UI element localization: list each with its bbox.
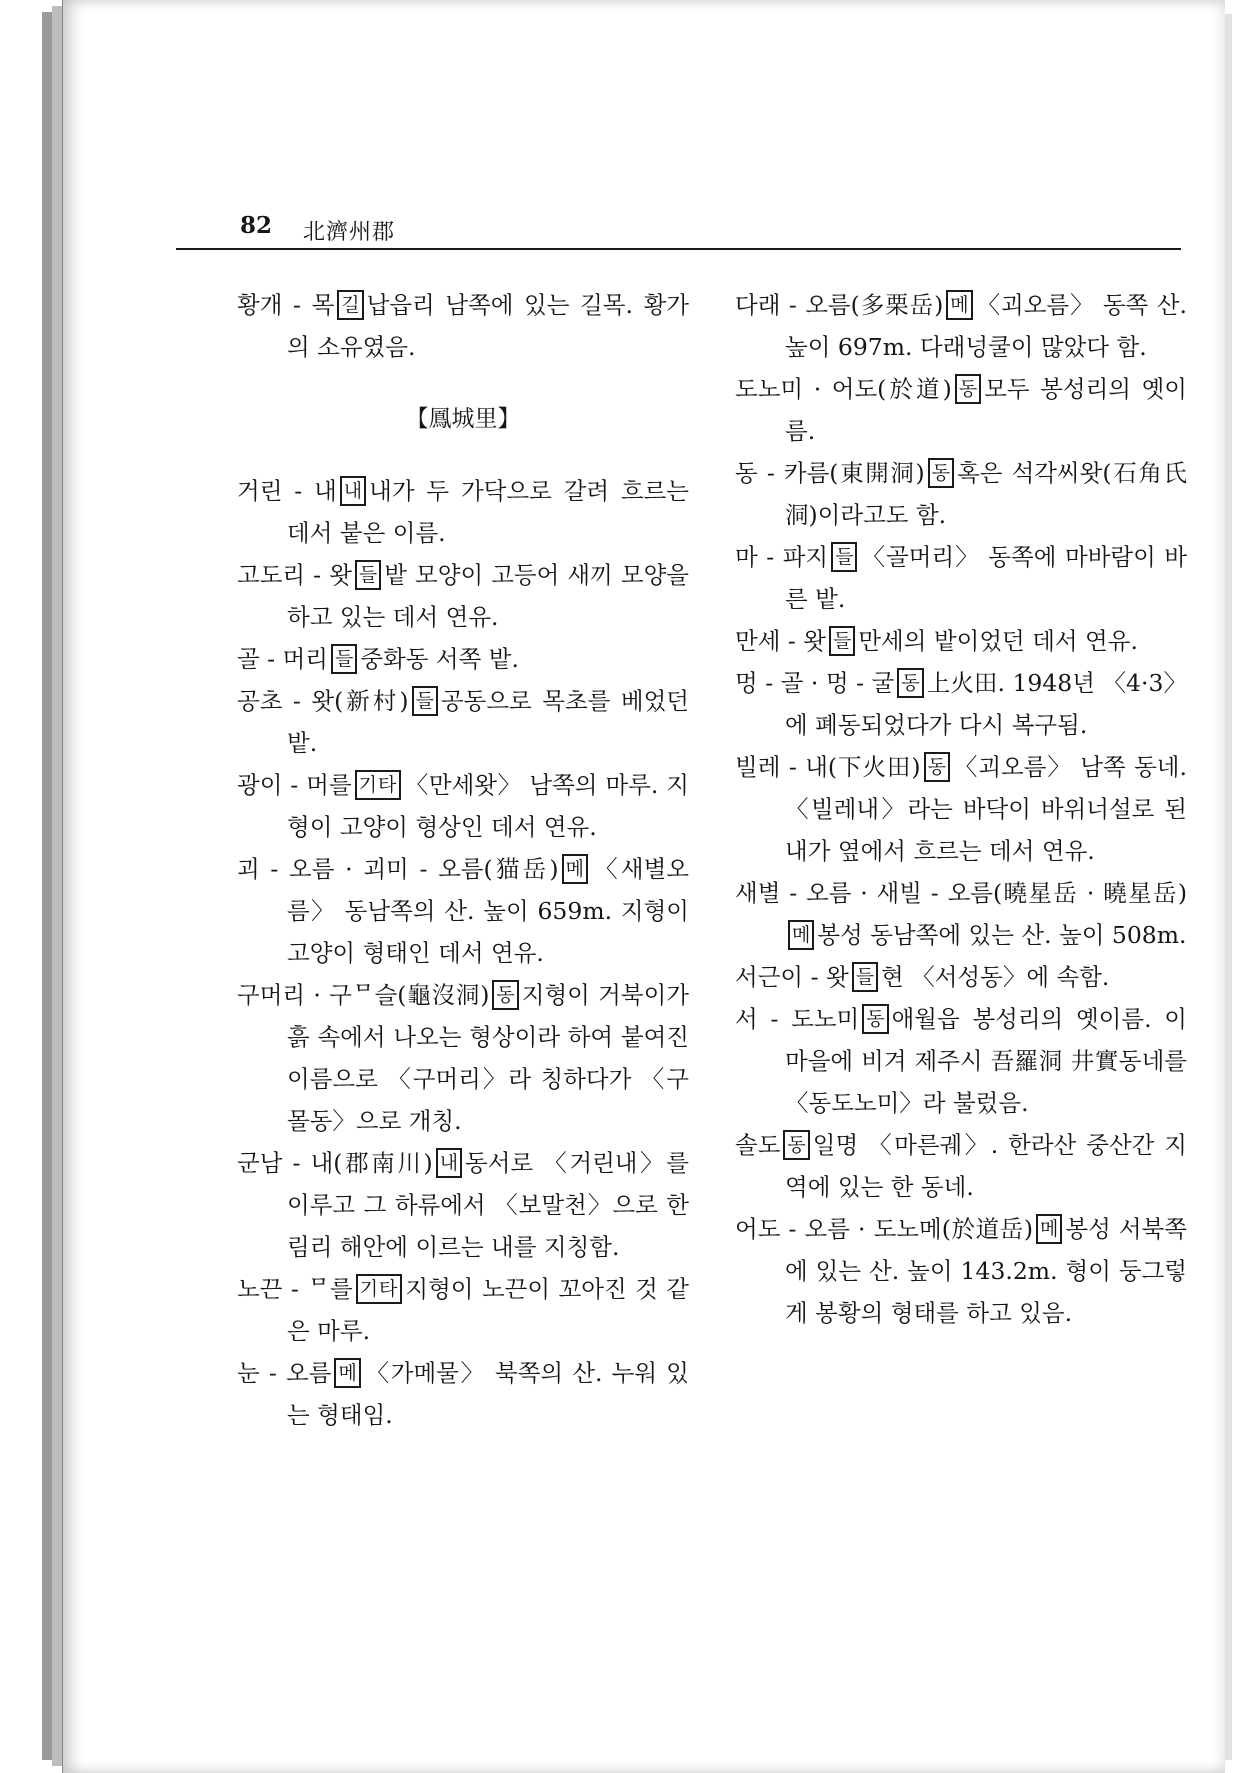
entry-seogeuni-wat (735, 956, 1187, 998)
entry-text: 〈새별오름〉 동남쪽의 산. 높이 659m. 지형이 고양이 형태인 데서 연유. (287, 855, 689, 967)
entry-head: 멍 - 골 · 멍 - 굴 (735, 669, 895, 697)
entry-goe-oreum (237, 848, 689, 974)
entry-text: 〈골머리〉 동쪽에 마바람이 바른 밭. (785, 543, 1188, 613)
right-column (735, 284, 1187, 1334)
entry-gongcho-wat (237, 680, 689, 764)
entry-text: 공동으로 목초를 베었던 밭. (287, 687, 689, 757)
entry-hwanggae-mok (237, 284, 689, 368)
entry-text: 일명 〈마른궤〉. 한라산 중산간 지역에 있는 한 동네. (785, 1131, 1187, 1201)
category-tag: 동 (862, 1004, 888, 1034)
entry-head: 마 - 파지 (735, 543, 829, 571)
category-tag: 동 (897, 668, 923, 698)
category-tag: 길 (337, 290, 363, 320)
category-tag: 들 (355, 560, 381, 590)
entry-head: 눈 - 오름 (237, 1359, 332, 1387)
entry-gumeori (237, 974, 689, 1142)
category-tag: 들 (829, 626, 855, 656)
entry-head: 골 - 머리 (237, 645, 328, 673)
page-stack-edge-dark (42, 12, 52, 1760)
entry-text: 모두 봉성리의 옛이름. (785, 375, 1187, 445)
entry-head: 광이 - 머를 (237, 771, 352, 799)
entry-head: 군남 - 내(郡南川) (237, 1149, 433, 1177)
category-tag: 기타 (356, 1274, 403, 1304)
entry-text: 〈만세왓〉 남쪽의 마루. 지형이 고양이 형상인 데서 연유. (287, 771, 689, 841)
category-tag: 들 (331, 644, 357, 674)
category-tag: 동 (492, 980, 518, 1010)
entry-text: 지형이 거북이가 흙 속에서 나오는 형상이라 하여 붙여진 이름으로 〈구머리〉라 칭하다가 〈구몰동〉으로 개칭. (287, 981, 689, 1135)
category-tag: 내 (436, 1148, 462, 1178)
entry-nun-oreum (237, 1352, 689, 1436)
entry-text: 지형이 노끈이 꼬아진 것 같은 마루. (287, 1275, 689, 1345)
entry-text: 〈가메물〉 북쪽의 산. 누워 있는 형태임. (287, 1359, 689, 1429)
entry-head: 괴 - 오름 · 괴미 - 오름(猫岳) (237, 855, 559, 883)
entry-meong-gol (735, 662, 1187, 746)
entry-dong-kareum (735, 452, 1187, 536)
entry-head: 동 - 카름(東開洞) (735, 459, 925, 487)
entry-head: 도노미 · 어도(於道) (735, 375, 952, 403)
entry-manse-wat (735, 620, 1187, 662)
entry-bille-nae (735, 746, 1187, 872)
category-tag: 메 (788, 920, 814, 950)
entry-head: 다래 - 오름(多栗岳) (735, 291, 944, 319)
entry-head: 거린 - 내 (237, 477, 337, 505)
entry-gwangi-meoreul (237, 764, 689, 848)
entry-text: 上火田. 1948년 〈4·3〉에 폐동되었다가 다시 복구됨. (785, 669, 1187, 739)
entry-text: 〈괴오름〉 남쪽 동네. 〈빌레내〉라는 바닥이 바위너설로 된 내가 옆에서 흐르는 데서 연유. (785, 753, 1187, 865)
entry-gol-meori (237, 638, 689, 680)
entry-head: 서 - 도노미 (735, 1005, 860, 1033)
entry-text: 동서로 〈거린내〉를 이루고 그 하류에서 〈보말천〉으로 한림리 해안에 이르는 내를 지칭함. (287, 1149, 689, 1261)
entry-head: 공초 - 왓(新村) (237, 687, 409, 715)
entry-text: 만세의 밭이었던 데서 연유. (858, 627, 1138, 655)
entry-head: 솔도 (735, 1131, 781, 1159)
page-stack-edge (52, 6, 62, 1766)
entry-nokkeun-moreul (237, 1268, 689, 1352)
entry-head: 서근이 - 왓 (735, 963, 849, 991)
entry-soldo (735, 1124, 1187, 1208)
running-title: 北濟州郡 (303, 220, 396, 245)
category-tag: 기타 (355, 770, 402, 800)
entry-text: 봉성 동남쪽에 있는 산. 높이 508m. (817, 921, 1187, 949)
entry-head: 고도리 - 왓 (237, 561, 352, 589)
entry-seo-donomi (735, 998, 1187, 1124)
entry-text: 중화동 서쪽 밭. (360, 645, 519, 673)
category-tag: 메 (334, 1358, 360, 1388)
entry-head: 어도 - 오름 · 도노메(於道岳) (735, 1215, 1034, 1243)
entry-georin-nae (237, 470, 689, 554)
entry-ma-paji (735, 536, 1187, 620)
category-tag: 들 (412, 686, 438, 716)
category-tag: 메 (562, 854, 588, 884)
running-header (176, 212, 1181, 250)
entry-head: 빌레 - 내(下火田) (735, 753, 921, 781)
entry-head: 황개 - 목 (237, 291, 335, 319)
category-tag: 동 (928, 458, 954, 488)
entry-gunnam-nae (237, 1142, 689, 1268)
category-tag: 동 (783, 1130, 809, 1160)
category-tag: 내 (340, 476, 366, 506)
entry-text: 〈괴오름〉 동쪽 산. 높이 697m. 다래넝쿨이 많았다 함. (785, 291, 1187, 361)
entry-text: 혹은 석각씨왓(石角氏洞)이라고도 함. (785, 459, 1187, 529)
entry-saebyeol-oreum (735, 872, 1187, 956)
entry-text: 내가 두 가닥으로 갈려 흐르는 데서 붙은 이름. (287, 477, 690, 547)
section-heading: 【鳳城里】 (405, 406, 521, 432)
entry-head: 새별 - 오름 · 새빌 - 오름(曉星岳 · 曉星岳) (735, 879, 1187, 907)
entry-head: 노끈 - ᄆ를 (237, 1275, 353, 1303)
entry-head: 구머리 · 구ᄆ슬(龜沒洞) (237, 981, 490, 1009)
category-tag: 동 (924, 752, 950, 782)
category-tag: 들 (831, 542, 857, 572)
entry-text: 봉성 서북쪽에 있는 산. 높이 143.2m. 형이 둥그렇게 봉황의 형태를 하고 있음. (785, 1215, 1187, 1327)
entry-text: 납읍리 남쪽에 있는 길목. 황가의 소유였음. (287, 291, 689, 361)
category-tag: 동 (955, 374, 981, 404)
category-tag: 메 (946, 290, 972, 320)
category-tag: 들 (852, 962, 878, 992)
entry-head: 만세 - 왓 (735, 627, 826, 655)
category-tag: 메 (1036, 1214, 1062, 1244)
entry-eodo-oreum (735, 1208, 1187, 1334)
entry-godori-wat (237, 554, 689, 638)
page-number: 82 (240, 212, 273, 239)
entry-text: 현 〈서성동〉에 속함. (881, 963, 1110, 991)
entry-text: 밭 모양이 고등어 새끼 모양을 하고 있는 데서 연유. (287, 561, 689, 631)
entry-text: 애월읍 봉성리의 옛이름. 이 마을에 비겨 제주시 吾羅洞 井實동네를 〈동도노미〉라 불렀음. (785, 1005, 1187, 1117)
left-column (237, 284, 689, 1436)
entry-donomi (735, 368, 1187, 452)
entry-darae-oreum (735, 284, 1187, 368)
page-right-edge (1224, 14, 1232, 1760)
